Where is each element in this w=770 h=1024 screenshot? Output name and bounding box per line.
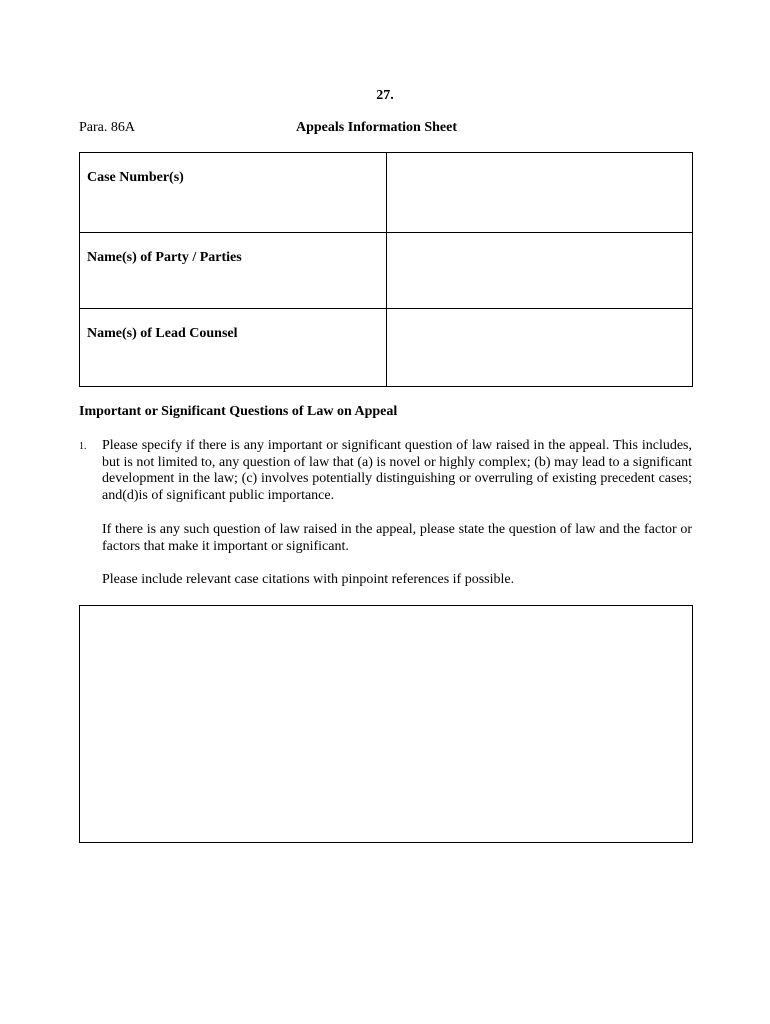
page-number: 27.: [376, 88, 394, 103]
lead-counsel-row: [80, 309, 693, 387]
section-heading: Important or Significant Questions of Law on Appeal: [79, 404, 398, 419]
party-names-row: [80, 233, 693, 309]
case-number-field[interactable]: [387, 153, 693, 233]
lead-counsel-label: Name(s) of Lead Counsel: [87, 326, 238, 341]
sheet-title: Appeals Information Sheet: [296, 120, 458, 135]
case-info-table: [79, 152, 693, 387]
party-names-label: Name(s) of Party / Parties: [87, 250, 242, 265]
item-number: 1.: [79, 441, 87, 452]
para-reference: Para. 86A: [79, 120, 135, 135]
lead-counsel-label-cell: [80, 309, 387, 387]
instruction-paragraph-3: Please include relevant case citations with pinpoint references if possible.: [102, 572, 515, 587]
instruction-paragraph-1: Please specify if there is any important or significant question of law raised in the appeal. This includes, but is not limited to, any question of law that (a) is novel or highly complex; (b) may lead to a significant development in the law; (c) involves potentially distinguishing or overruling of existing precedent cases; and(d)is of significant public importance.: [102, 438, 692, 503]
party-names-label-cell: [80, 233, 387, 309]
instruction-paragraph-2: If there is any such question of law raised in the appeal, please state the question of law and the factor or factors that make it important or significant.: [102, 522, 692, 554]
case-number-label-cell: [80, 153, 387, 233]
question-of-law-answer-box[interactable]: [79, 605, 693, 843]
case-number-row: [80, 153, 693, 233]
lead-counsel-field[interactable]: [387, 309, 693, 387]
party-names-field[interactable]: [387, 233, 693, 309]
case-number-label: Case Number(s): [87, 170, 184, 185]
